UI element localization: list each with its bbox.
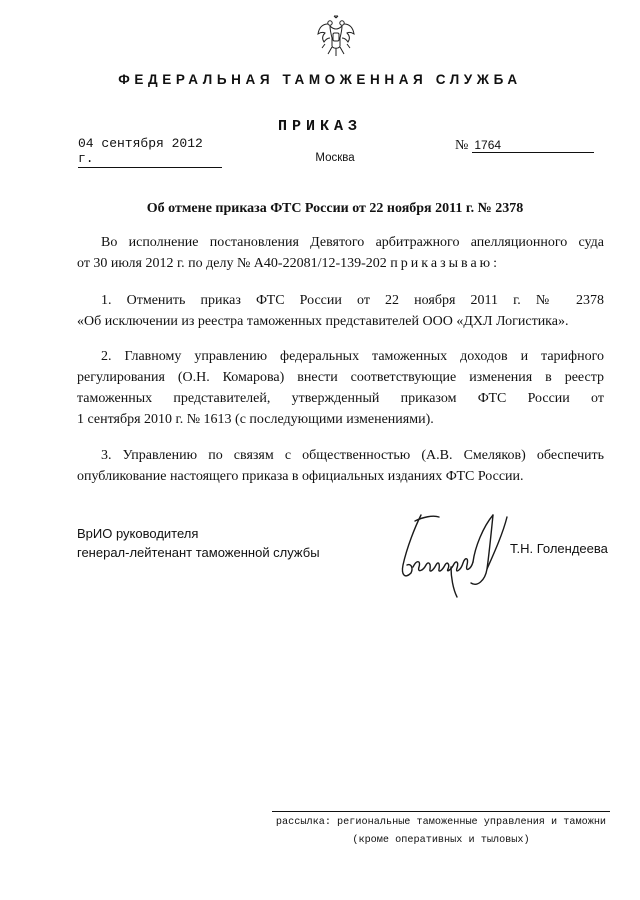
order-item-2 [77,346,604,430]
agency-name: ФЕДЕРАЛЬНАЯ ТАМОЖЕННАЯ СЛУЖБА [118,72,522,87]
order-item-line: 1 сентября 2010 г. № 1613 (с последующими изменениями). [77,412,434,427]
distribution-divider [272,811,610,812]
signer-position [77,524,377,562]
order-item-line: 3. Управлению по связям с общественностью (А.В. Смеляков) обеспечить [101,448,604,463]
order-item-line: регулирования (О.Н. Комарова) внести соответствующие изменения в реестр [77,370,604,385]
document-type: ПРИКАЗ [277,118,362,135]
order-item-line: таможенных представителей, утвержденный приказом ФТС России от [77,391,604,406]
handwritten-signature [393,507,523,602]
signer-position-line: генерал-лейтенант таможенной службы [77,545,320,560]
order-item-line: опубликование настоящего приказа в официальных изданиях ФТС России. [77,469,524,484]
order-item-line: «Об исключении из реестра таможенных представителей ООО «ДХЛ Логистика». [77,314,569,329]
distribution-note [272,814,610,850]
order-item-line: 2. Главному управлению федеральных таможенных доходов и тарифного [101,349,604,364]
order-number: 1764 [472,138,594,153]
preamble-text: от 30 июля 2012 г. по делу № А40-22081/12-139-202 [77,256,387,271]
number-sign: № [455,138,469,153]
distribution-line: рассылка: региональные таможенные управления и таможни [275,817,607,828]
double-headed-eagle-emblem-icon [316,14,356,58]
order-verb: приказываю: [390,256,501,271]
preamble-paragraph [77,232,604,274]
order-date: 04 сентября 2012 г. [78,136,222,168]
signer-position-line: ВрИО руководителя [77,526,199,541]
distribution-line: (кроме оперативных и тыловых) [352,835,530,846]
order-item-line: 1. Отменить приказ ФТС России от 22 ноября 2011 г. № 2378 [101,293,604,308]
order-item-3 [77,445,604,487]
issue-city: Москва [315,152,355,164]
preamble-line: Во исполнение постановления Девятого арбитражного апелляционного суда [101,235,604,250]
preamble-line [77,253,604,274]
order-heading: Об отмене приказа ФТС России от 22 ноября 2011 г. № 2378 [146,201,524,216]
signer-name: Т.Н. Голендеева [510,541,608,556]
order-item-1 [77,290,604,332]
